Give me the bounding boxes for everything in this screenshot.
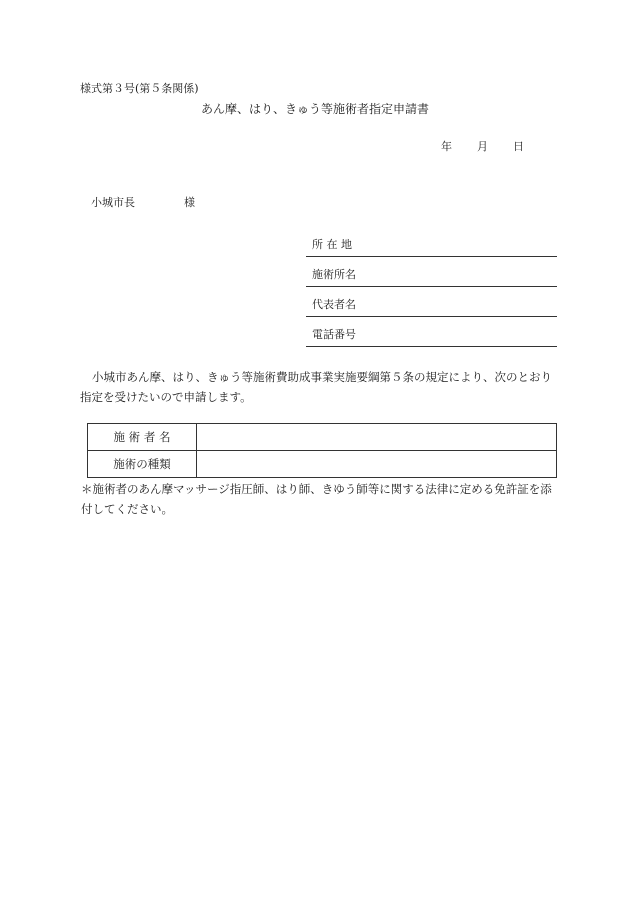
addressee-name: 小城市長 <box>91 196 135 209</box>
table-value-treatment-type[interactable] <box>197 451 557 478</box>
field-line-representative[interactable] <box>306 316 557 317</box>
field-label-address: 所 在 地 <box>312 238 352 251</box>
note-text: ＊施術者のあん摩マッサージ指圧師、はり師、きゆう師等に関する法律に定める免許証を添付してください。 <box>81 482 552 516</box>
date-month: 月 <box>477 140 488 153</box>
form-number: 様式第３号(第５条関係) <box>80 82 199 95</box>
table-row <box>88 451 557 478</box>
field-label-phone: 電話番号 <box>312 328 356 341</box>
date-day: 日 <box>513 140 524 153</box>
table-label-practitioner-name: 施 術 者 名 <box>88 424 197 451</box>
field-line-clinic-name[interactable] <box>306 286 557 287</box>
addressee-honorific: 様 <box>184 196 195 209</box>
table-label-treatment-type: 施術の種類 <box>88 451 197 478</box>
document-title: あん摩、はり、きゅう等施術者指定申請書 <box>201 102 430 116</box>
field-label-representative: 代表者名 <box>312 298 356 311</box>
field-line-phone[interactable] <box>306 346 557 347</box>
date-year: 年 <box>441 140 452 153</box>
table-value-practitioner-name[interactable] <box>197 424 557 451</box>
body-text: 小城市あん摩、はり、きゅう等施術費助成事業実施要綱第５条の規定により、次のとおり指定を受けたいので申請します。 <box>80 370 552 404</box>
applicant-table <box>87 423 557 478</box>
field-line-address[interactable] <box>306 256 557 257</box>
table-row <box>88 424 557 451</box>
field-label-clinic-name: 施術所名 <box>312 268 356 281</box>
